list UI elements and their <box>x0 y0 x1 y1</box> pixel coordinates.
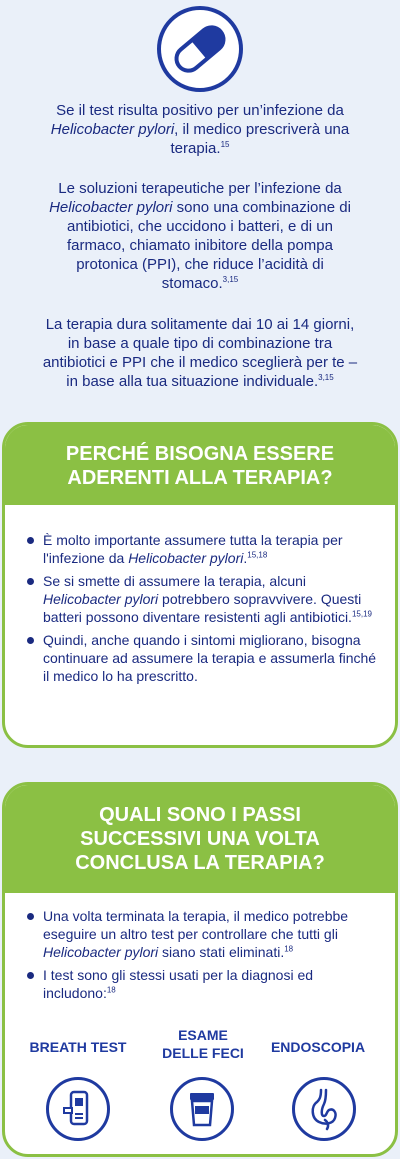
stool-test-label: ESAME DELLE FECI <box>162 1027 244 1061</box>
list-item: I test sono gli stessi usati per la diagnosi ed includono:$^{18}$ <box>25 966 379 1002</box>
intro-paragraph-1: Se il test risulta positivo per un’infezione da Helicobacter pylori, il medico prescriverà una terapia.$^{15}$ <box>50 102 350 157</box>
endoscopy-label: ENDOSCOPIA <box>270 1039 366 1055</box>
breath-test-label: BREATH TEST <box>29 1039 127 1055</box>
stomach-endoscopy-icon <box>292 1077 356 1141</box>
list-item: È molto importante assumere tutta la terapia per l'infezione da Helicobacter pylori.$^{15,18}$ <box>25 531 379 567</box>
intro-paragraph-2: Le soluzioni terapeutiche per l’infezione da Helicobacter pylori sono una combinazione di antibiotici, che uccidono i batteri, e di un farmaco, chiamato inibitore della pompa protonica (PPI), che riduce l’acidità di stomaco.$^{3,15}$ <box>49 180 351 292</box>
list-item: Una volta terminata la terapia, il medico potrebbe eseguire un altro test per controllare che tutti gli Helicobacter pylori siano stati eliminati.$^{18}$ <box>25 907 379 961</box>
capsule-icon <box>157 6 243 92</box>
adherence-bullet-list <box>5 505 395 685</box>
next-steps-card-title: QUALI SONO I PASSI SUCCESSIVI UNA VOLTA CONCLUSA LA TERAPIA? <box>5 785 395 893</box>
list-item: Se si smette di assumere la terapia, alcuni Helicobacter pylori potrebbero sopravvivere. Questi batteri possono diventare resistenti agli antibiotici.$^{15,19}$ <box>25 572 379 626</box>
next-steps-card <box>2 782 398 1157</box>
list-item: Quindi, anche quando i sintomi migliorano, bisogna continuare ad assumere la terapia e assumerla finché il medico lo ha prescritto. <box>25 631 379 685</box>
stool-sample-container-icon <box>170 1077 234 1141</box>
adherence-card-title: PERCHÉ BISOGNA ESSERE ADERENTI ALLA TERAPIA? <box>5 425 395 505</box>
adherence-card <box>2 422 398 748</box>
intro-paragraph-3: La terapia dura solitamente dai 10 ai 14 giorni, in base a quale tipo di combinazione tra antibiotici e PPI che il medico sceglierà per te – in base alla tua situazione individuale.$^{3,15}$ <box>42 316 358 390</box>
next-steps-bullet-list <box>5 893 395 1002</box>
breath-test-device-icon <box>46 1077 110 1141</box>
